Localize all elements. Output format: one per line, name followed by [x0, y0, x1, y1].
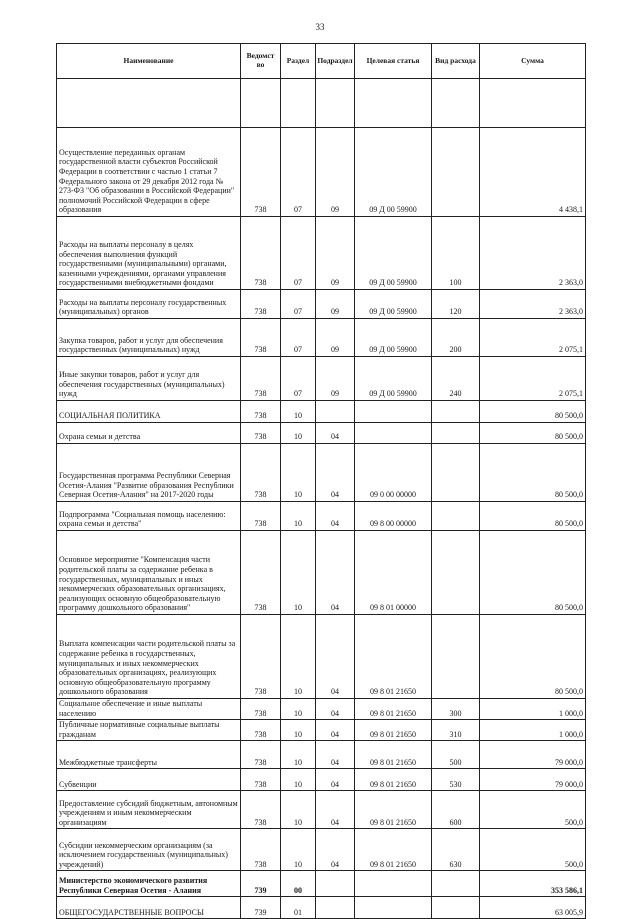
cell-summa: 353 586,1: [480, 871, 586, 897]
cell-razdel: 10: [281, 444, 316, 502]
cell-razdel: 10: [281, 401, 316, 423]
cell-vedomstvo: 738: [241, 319, 281, 357]
cell-vedomstvo: 738: [241, 217, 281, 290]
cell-name: Охрана семьи и детства: [57, 423, 241, 444]
cell-podrazdel: 04: [316, 615, 355, 699]
cell-vid: [432, 79, 480, 128]
cell-name: Субсидии некоммерческим организациям (за исключением государственных (муниципальных) учреждений): [57, 829, 241, 871]
cell-celevaya: 09 Д 00 59900: [355, 217, 432, 290]
cell-podrazdel: [316, 897, 355, 919]
cell-summa: 79 000,0: [480, 769, 586, 791]
cell-podrazdel: 09: [316, 217, 355, 290]
cell-vedomstvo: 738: [241, 401, 281, 423]
cell-celevaya: 09 8 01 21650: [355, 699, 432, 720]
cell-razdel: 07: [281, 217, 316, 290]
cell-summa: 80 500,0: [480, 502, 586, 531]
cell-celevaya: 09 Д 00 59900: [355, 319, 432, 357]
cell-summa: 1 000,0: [480, 699, 586, 720]
cell-celevaya: 09 8 01 21650: [355, 615, 432, 699]
cell-summa: 80 500,0: [480, 444, 586, 502]
cell-vid: 530: [432, 769, 480, 791]
cell-podrazdel: 09: [316, 319, 355, 357]
cell-summa: 79 000,0: [480, 741, 586, 769]
header-name: Наименование: [57, 44, 241, 79]
cell-podrazdel: 09: [316, 128, 355, 217]
cell-podrazdel: [316, 401, 355, 423]
cell-name: Расходы на выплаты персоналу государственных (муниципальных) органов: [57, 290, 241, 319]
cell-razdel: [281, 79, 316, 128]
cell-podrazdel: 04: [316, 720, 355, 741]
cell-summa: 63 005,9: [480, 897, 586, 919]
table-row: [57, 829, 586, 871]
cell-vid: [432, 531, 480, 615]
cell-vid: 500: [432, 741, 480, 769]
page-number: 33: [315, 22, 325, 32]
cell-vedomstvo: 738: [241, 829, 281, 871]
cell-razdel: 10: [281, 720, 316, 741]
cell-podrazdel: 04: [316, 791, 355, 829]
cell-vedomstvo: [241, 79, 281, 128]
cell-vedomstvo: 738: [241, 699, 281, 720]
table-row: [57, 531, 586, 615]
cell-summa: 500,0: [480, 791, 586, 829]
cell-vedomstvo: 738: [241, 502, 281, 531]
cell-razdel: 07: [281, 290, 316, 319]
cell-summa: 2 075,1: [480, 319, 586, 357]
cell-name: Расходы на выплаты персоналу в целях обеспечения выполнения функций государственными (муниципальными) органами, казенными учреждениями, органами управления государственными внебюджетными фондами: [57, 217, 241, 290]
cell-vedomstvo: 738: [241, 444, 281, 502]
cell-name: Межбюджетные трансферты: [57, 741, 241, 769]
cell-razdel: 10: [281, 829, 316, 871]
cell-name: Закупка товаров, работ и услуг для обеспечения государственных (муниципальных) нужд: [57, 319, 241, 357]
cell-vedomstvo: 738: [241, 769, 281, 791]
cell-name: Субвенции: [57, 769, 241, 791]
cell-celevaya: 09 8 01 00000: [355, 531, 432, 615]
cell-vedomstvo: 738: [241, 741, 281, 769]
cell-razdel: 10: [281, 423, 316, 444]
table-header-row: [57, 44, 586, 79]
table-row: [57, 319, 586, 357]
header-summa: Сумма: [480, 44, 586, 79]
cell-razdel: 01: [281, 897, 316, 919]
cell-razdel: 10: [281, 741, 316, 769]
header-vid: Вид расхода: [432, 44, 480, 79]
header-podrazdel: Подраздел: [316, 44, 355, 79]
header-celevaya: Целевая статья: [355, 44, 432, 79]
cell-vid: [432, 897, 480, 919]
cell-vid: 240: [432, 357, 480, 401]
cell-summa: 1 000,0: [480, 720, 586, 741]
cell-vid: 300: [432, 699, 480, 720]
cell-name: Основное мероприятие "Компенсация части родительской платы за содержание ребенка в государственных, муниципальных и иных некоммерческих образовательных организациях, реализующих основную общеобразовательную программу дошкольного образования": [57, 531, 241, 615]
table-row: [57, 217, 586, 290]
cell-razdel: 10: [281, 699, 316, 720]
cell-razdel: 10: [281, 791, 316, 829]
cell-celevaya: [355, 423, 432, 444]
cell-celevaya: 09 8 01 21650: [355, 741, 432, 769]
table-row: [57, 699, 586, 720]
cell-podrazdel: [316, 871, 355, 897]
cell-vid: [432, 128, 480, 217]
cell-summa: 4 438,1: [480, 128, 586, 217]
cell-celevaya: [355, 897, 432, 919]
cell-celevaya: 09 Д 00 59900: [355, 128, 432, 217]
table-body: [57, 79, 586, 919]
table-row: [57, 502, 586, 531]
cell-vid: [432, 401, 480, 423]
cell-podrazdel: 04: [316, 699, 355, 720]
cell-summa: 80 500,0: [480, 615, 586, 699]
cell-vid: 630: [432, 829, 480, 871]
table-row: [57, 290, 586, 319]
cell-podrazdel: 04: [316, 423, 355, 444]
cell-vedomstvo: 738: [241, 791, 281, 829]
cell-summa: 2 075,1: [480, 357, 586, 401]
table-row: [57, 897, 586, 919]
cell-vid: [432, 615, 480, 699]
cell-vedomstvo: 738: [241, 128, 281, 217]
table-row: [57, 791, 586, 829]
cell-celevaya: 09 8 01 21650: [355, 829, 432, 871]
cell-vid: 600: [432, 791, 480, 829]
cell-vid: 200: [432, 319, 480, 357]
budget-table: [56, 43, 586, 919]
table-row: [57, 357, 586, 401]
cell-vid: 120: [432, 290, 480, 319]
cell-celevaya: [355, 871, 432, 897]
cell-podrazdel: 09: [316, 357, 355, 401]
table-row: [57, 769, 586, 791]
cell-summa: 80 500,0: [480, 423, 586, 444]
cell-celevaya: 09 0 00 00000: [355, 444, 432, 502]
table-row: [57, 720, 586, 741]
cell-podrazdel: [316, 79, 355, 128]
cell-summa: [480, 79, 586, 128]
table-row: [57, 128, 586, 217]
cell-name: Осуществление переданных органам государственной власти субъектов Российской Федерации в соответствии с частью 1 статьи 7 Федерального закона от 29 декабря 2012 года № 273-ФЗ "Об образовании в Российской Федерации" полномочий Российской Федерации в сфере образования: [57, 128, 241, 217]
cell-podrazdel: 04: [316, 741, 355, 769]
cell-vedomstvo: 738: [241, 357, 281, 401]
cell-celevaya: [355, 401, 432, 423]
cell-summa: 2 363,0: [480, 217, 586, 290]
table-row: [57, 79, 586, 128]
cell-vedomstvo: 738: [241, 290, 281, 319]
header-vedomstvo: Ведомст во: [241, 44, 281, 79]
header-razdel: Раздел: [281, 44, 316, 79]
cell-razdel: 10: [281, 502, 316, 531]
cell-name: Министерство экономического развития Республики Северная Осетия - Алания: [57, 871, 241, 897]
cell-razdel: 10: [281, 531, 316, 615]
cell-name: Государственная программа Республики Северная Осетия-Алания "Развитие образования Республики Северная Осетия-Алания" на 2017-2020 годы: [57, 444, 241, 502]
table-row: [57, 444, 586, 502]
cell-vedomstvo: 738: [241, 720, 281, 741]
cell-podrazdel: 04: [316, 502, 355, 531]
cell-podrazdel: 04: [316, 444, 355, 502]
cell-podrazdel: 04: [316, 829, 355, 871]
cell-name: Предоставление субсидий бюджетным, автономным учреждениям и иным некоммерческим организациям: [57, 791, 241, 829]
cell-vid: [432, 444, 480, 502]
cell-razdel: 10: [281, 615, 316, 699]
cell-podrazdel: 04: [316, 531, 355, 615]
cell-summa: 80 500,0: [480, 531, 586, 615]
cell-celevaya: 09 8 01 21650: [355, 769, 432, 791]
table-row: [57, 401, 586, 423]
cell-razdel: 07: [281, 357, 316, 401]
cell-vid: 310: [432, 720, 480, 741]
cell-summa: 80 500,0: [480, 401, 586, 423]
table-row: [57, 615, 586, 699]
cell-vedomstvo: 738: [241, 531, 281, 615]
cell-name: [57, 79, 241, 128]
cell-vedomstvo: 739: [241, 897, 281, 919]
cell-vedomstvo: 738: [241, 423, 281, 444]
cell-celevaya: [355, 79, 432, 128]
cell-podrazdel: 09: [316, 290, 355, 319]
cell-celevaya: 09 8 00 00000: [355, 502, 432, 531]
cell-razdel: 07: [281, 319, 316, 357]
cell-name: Иные закупки товаров, работ и услуг для обеспечения государственных (муниципальных) нужд: [57, 357, 241, 401]
cell-razdel: 10: [281, 769, 316, 791]
cell-razdel: 07: [281, 128, 316, 217]
cell-podrazdel: 04: [316, 769, 355, 791]
cell-name: Социальное обеспечение и иные выплаты населению: [57, 699, 241, 720]
cell-vid: [432, 502, 480, 531]
cell-vid: 100: [432, 217, 480, 290]
cell-razdel: 00: [281, 871, 316, 897]
table-row: [57, 741, 586, 769]
cell-name: Выплата компенсации части родительской платы за содержание ребенка в государственных, муниципальных и иных некоммерческих образовательных организациях, реализующих основную общеобразовательную программу дошкольного образования: [57, 615, 241, 699]
cell-vid: [432, 423, 480, 444]
cell-vid: [432, 871, 480, 897]
cell-celevaya: 09 Д 00 59900: [355, 357, 432, 401]
cell-celevaya: 09 Д 00 59900: [355, 290, 432, 319]
table-row: [57, 871, 586, 897]
cell-name: СОЦИАЛЬНАЯ ПОЛИТИКА: [57, 401, 241, 423]
table-row: [57, 423, 586, 444]
cell-name: ОБЩЕГОСУДАРСТВЕННЫЕ ВОПРОСЫ: [57, 897, 241, 919]
cell-celevaya: 09 8 01 21650: [355, 791, 432, 829]
cell-vedomstvo: 739: [241, 871, 281, 897]
cell-summa: 2 363,0: [480, 290, 586, 319]
cell-celevaya: 09 8 01 21650: [355, 720, 432, 741]
cell-summa: 500,0: [480, 829, 586, 871]
cell-name: Подпрограмма "Социальная помощь населению: охрана семьи и детства": [57, 502, 241, 531]
cell-vedomstvo: 738: [241, 615, 281, 699]
cell-name: Публичные нормативные социальные выплаты гражданам: [57, 720, 241, 741]
